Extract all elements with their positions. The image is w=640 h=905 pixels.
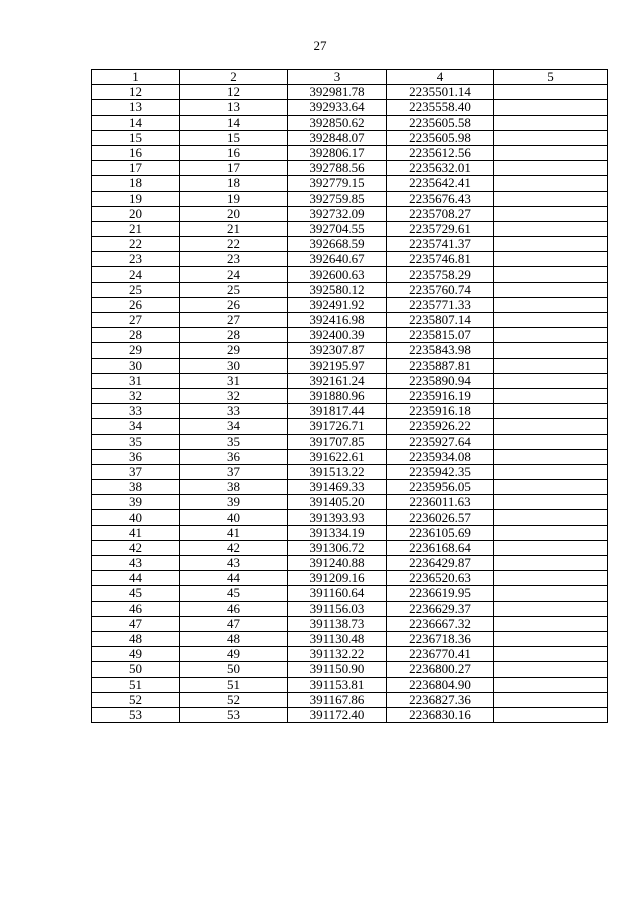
table-cell: 392400.39 [288,328,387,343]
table-cell [494,100,608,115]
table-cell: 2235741.37 [387,237,494,252]
table-cell: 391817.44 [288,404,387,419]
table-cell: 2236770.41 [387,647,494,662]
table-cell [494,297,608,312]
table-cell: 12 [92,85,180,100]
table-row [92,191,608,206]
table-cell [494,404,608,419]
table-cell: 21 [180,221,288,236]
table-cell: 392732.09 [288,206,387,221]
table-cell: 46 [92,601,180,616]
table-cell: 2236429.87 [387,556,494,571]
table-cell: 34 [180,419,288,434]
table-row [92,221,608,236]
table-cell: 50 [180,662,288,677]
table-cell: 392848.07 [288,130,387,145]
table-row [92,480,608,495]
table-cell: 24 [92,267,180,282]
table-cell: 2235708.27 [387,206,494,221]
table-cell: 31 [180,373,288,388]
table-row [92,616,608,631]
table-cell: 392195.97 [288,358,387,373]
table-cell: 25 [180,282,288,297]
column-header: 3 [288,70,387,85]
table-cell: 2235934.08 [387,449,494,464]
table-cell: 42 [92,540,180,555]
table-cell: 25 [92,282,180,297]
table-cell: 41 [92,525,180,540]
table-cell: 41 [180,525,288,540]
table-cell: 392600.63 [288,267,387,282]
table-cell [494,707,608,722]
table-cell: 391334.19 [288,525,387,540]
table-cell: 392759.85 [288,191,387,206]
table-cell: 391393.93 [288,510,387,525]
table-cell: 2235843.98 [387,343,494,358]
table-cell: 27 [180,313,288,328]
table-cell [494,206,608,221]
table-cell [494,221,608,236]
table-cell [494,252,608,267]
table-cell: 391132.22 [288,647,387,662]
table-cell: 392668.59 [288,237,387,252]
table-cell: 17 [180,161,288,176]
table-cell: 47 [92,616,180,631]
table-row [92,115,608,130]
table-row [92,586,608,601]
table-cell: 44 [180,571,288,586]
table-row [92,495,608,510]
table-cell: 32 [180,388,288,403]
table-cell: 2235729.61 [387,221,494,236]
table-cell: 2235916.19 [387,388,494,403]
table-cell: 33 [92,404,180,419]
table-cell: 2235916.18 [387,404,494,419]
table-cell: 38 [92,480,180,495]
table-cell: 2235771.33 [387,297,494,312]
table-row [92,267,608,282]
table-cell: 392491.92 [288,297,387,312]
table-cell: 2236520.63 [387,571,494,586]
table-cell: 22 [92,237,180,252]
table-cell: 36 [92,449,180,464]
table-row [92,85,608,100]
table-cell: 2235956.05 [387,480,494,495]
table-cell: 53 [92,707,180,722]
table-cell: 32 [92,388,180,403]
table-cell [494,343,608,358]
table-cell [494,495,608,510]
table-cell [494,145,608,160]
table-cell: 2236011.63 [387,495,494,510]
table-cell: 43 [180,556,288,571]
table-cell [494,540,608,555]
table-cell [494,237,608,252]
table-cell: 53 [180,707,288,722]
table-cell: 391153.81 [288,677,387,692]
table-row [92,434,608,449]
table-cell: 391880.96 [288,388,387,403]
table-cell [494,358,608,373]
table-row [92,647,608,662]
table-cell: 26 [92,297,180,312]
table-cell: 15 [92,130,180,145]
table-cell: 49 [180,647,288,662]
table-row [92,540,608,555]
table-row [92,252,608,267]
table-cell: 391138.73 [288,616,387,631]
table-row [92,449,608,464]
table-cell: 29 [92,343,180,358]
table-cell: 391622.61 [288,449,387,464]
table-cell: 20 [92,206,180,221]
table-cell: 52 [180,692,288,707]
table-cell: 2235558.40 [387,100,494,115]
table-row [92,388,608,403]
table-cell: 15 [180,130,288,145]
table-cell: 2235501.14 [387,85,494,100]
table-cell: 46 [180,601,288,616]
table-cell: 391209.16 [288,571,387,586]
table-cell: 2235746.81 [387,252,494,267]
table-cell: 23 [92,252,180,267]
table-cell [494,556,608,571]
table-cell: 2235926.22 [387,419,494,434]
table-cell: 20 [180,206,288,221]
table-cell: 391726.71 [288,419,387,434]
table-cell: 392788.56 [288,161,387,176]
table-row [92,206,608,221]
table-row [92,677,608,692]
table-cell: 35 [92,434,180,449]
table-row [92,297,608,312]
table-cell: 38 [180,480,288,495]
table-cell: 2236830.16 [387,707,494,722]
table-cell: 391156.03 [288,601,387,616]
table-cell: 392779.15 [288,176,387,191]
table-cell: 45 [180,586,288,601]
table-cell: 47 [180,616,288,631]
table-row [92,525,608,540]
table-cell: 35 [180,434,288,449]
table-cell: 14 [92,115,180,130]
table-cell: 392307.87 [288,343,387,358]
table-cell [494,647,608,662]
table-cell: 2236629.37 [387,601,494,616]
table-cell [494,115,608,130]
table-cell: 391130.48 [288,631,387,646]
column-header: 5 [494,70,608,85]
table-cell: 2235927.64 [387,434,494,449]
table-cell: 45 [92,586,180,601]
table-cell: 29 [180,343,288,358]
table-body [92,85,608,723]
table-header-row [92,70,608,85]
table-cell: 51 [180,677,288,692]
table-cell: 2236105.69 [387,525,494,540]
table-cell: 48 [92,631,180,646]
table-row [92,419,608,434]
table-cell [494,480,608,495]
table-row [92,237,608,252]
table-cell: 391469.33 [288,480,387,495]
table-cell: 2235758.29 [387,267,494,282]
table-cell [494,85,608,100]
table-cell: 2236718.36 [387,631,494,646]
table-cell: 13 [92,100,180,115]
table-cell: 22 [180,237,288,252]
table-row [92,343,608,358]
table-cell: 18 [180,176,288,191]
table-row [92,510,608,525]
table-cell: 2236804.90 [387,677,494,692]
table-row [92,692,608,707]
table-cell: 392580.12 [288,282,387,297]
table-cell: 391160.64 [288,586,387,601]
table-cell: 23 [180,252,288,267]
table-cell: 392933.64 [288,100,387,115]
table-row [92,373,608,388]
table-cell [494,267,608,282]
table-row [92,556,608,571]
table-row [92,358,608,373]
table-cell: 392704.55 [288,221,387,236]
table-cell: 392981.78 [288,85,387,100]
table-cell: 49 [92,647,180,662]
table-cell: 31 [92,373,180,388]
table-cell: 14 [180,115,288,130]
table-cell: 2235632.01 [387,161,494,176]
table-row [92,282,608,297]
table-row [92,130,608,145]
table-cell: 28 [92,328,180,343]
table-cell: 42 [180,540,288,555]
table-row [92,662,608,677]
table-cell: 27 [92,313,180,328]
column-header: 2 [180,70,288,85]
table-cell: 392806.17 [288,145,387,160]
table-cell [494,282,608,297]
table-cell [494,191,608,206]
table-cell: 37 [92,464,180,479]
table-cell: 2236026.57 [387,510,494,525]
table-cell: 30 [92,358,180,373]
table-cell: 12 [180,85,288,100]
table-cell: 51 [92,677,180,692]
table-cell [494,571,608,586]
table-cell: 2235605.58 [387,115,494,130]
column-header: 1 [92,70,180,85]
table-cell: 391240.88 [288,556,387,571]
table-cell [494,313,608,328]
table-cell: 2236827.36 [387,692,494,707]
table-cell [494,525,608,540]
table-cell [494,616,608,631]
table-cell: 48 [180,631,288,646]
table-cell: 2235942.35 [387,464,494,479]
table-row [92,571,608,586]
table-cell [494,631,608,646]
table-cell: 2235807.14 [387,313,494,328]
table-cell [494,419,608,434]
table-cell: 2235676.43 [387,191,494,206]
table-cell [494,449,608,464]
table-cell: 39 [92,495,180,510]
table-cell [494,662,608,677]
table-cell: 52 [92,692,180,707]
coordinates-table [91,69,608,723]
table-cell [494,434,608,449]
table-cell: 391405.20 [288,495,387,510]
table-cell [494,586,608,601]
column-header: 4 [387,70,494,85]
table-cell: 39 [180,495,288,510]
table-cell [494,601,608,616]
table-cell: 2235887.81 [387,358,494,373]
table-cell: 391306.72 [288,540,387,555]
table-cell: 392416.98 [288,313,387,328]
table-cell: 18 [92,176,180,191]
table-cell [494,328,608,343]
table-cell [494,388,608,403]
table-cell: 24 [180,267,288,282]
table-cell: 2235605.98 [387,130,494,145]
table-cell: 2236800.27 [387,662,494,677]
table-cell [494,373,608,388]
table-cell: 2235760.74 [387,282,494,297]
table-row [92,328,608,343]
table-cell: 2236667.32 [387,616,494,631]
table-cell: 34 [92,419,180,434]
table-cell: 2235815.07 [387,328,494,343]
table-cell: 16 [180,145,288,160]
table-row [92,176,608,191]
table-row [92,404,608,419]
table-row [92,145,608,160]
table-cell: 33 [180,404,288,419]
table-cell: 37 [180,464,288,479]
table-cell: 13 [180,100,288,115]
table-cell: 392161.24 [288,373,387,388]
table-cell: 19 [92,191,180,206]
table-row [92,464,608,479]
table-cell: 36 [180,449,288,464]
table-cell: 391707.85 [288,434,387,449]
table-row [92,601,608,616]
table-row [92,100,608,115]
table-cell: 391150.90 [288,662,387,677]
table-cell: 2236168.64 [387,540,494,555]
table-cell: 391167.86 [288,692,387,707]
table-cell: 21 [92,221,180,236]
table-cell: 50 [92,662,180,677]
table-cell [494,176,608,191]
table-cell: 19 [180,191,288,206]
page-number: 27 [313,38,327,53]
table-cell: 16 [92,145,180,160]
table-cell: 44 [92,571,180,586]
table-cell [494,677,608,692]
table-cell: 17 [92,161,180,176]
table-row [92,631,608,646]
table-cell [494,510,608,525]
table-cell: 28 [180,328,288,343]
table-cell: 43 [92,556,180,571]
table-cell: 40 [180,510,288,525]
table-cell [494,464,608,479]
table-cell: 2236619.95 [387,586,494,601]
table-row [92,161,608,176]
table-cell [494,130,608,145]
table-cell: 2235612.56 [387,145,494,160]
table-cell: 392850.62 [288,115,387,130]
table-row [92,313,608,328]
table-cell: 391513.22 [288,464,387,479]
table-cell [494,161,608,176]
table-cell: 2235890.94 [387,373,494,388]
table-cell: 26 [180,297,288,312]
table-cell: 2235642.41 [387,176,494,191]
table-cell: 40 [92,510,180,525]
table-cell: 392640.67 [288,252,387,267]
table-cell [494,692,608,707]
table-cell: 30 [180,358,288,373]
table-row [92,707,608,722]
table-cell: 391172.40 [288,707,387,722]
